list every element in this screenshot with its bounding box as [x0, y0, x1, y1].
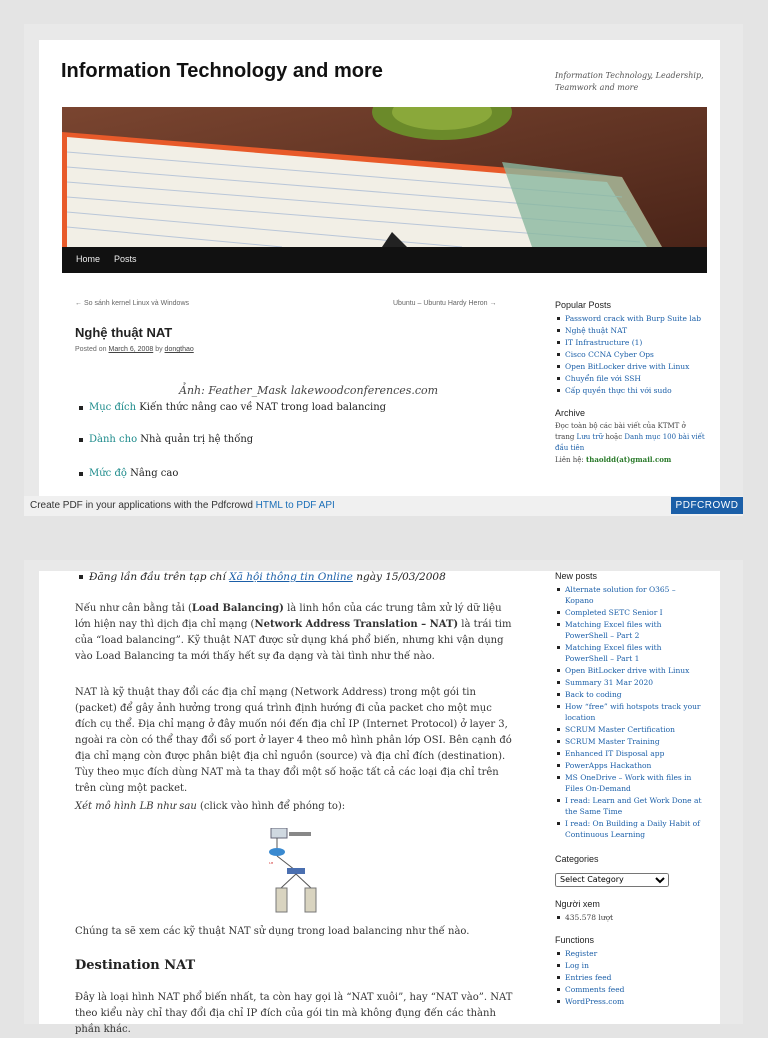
sidebar-top — [555, 300, 705, 466]
destination-nat-heading: Destination NAT — [75, 958, 196, 973]
popular-posts-title: Popular Posts — [555, 300, 612, 310]
pdf-page-2 — [39, 571, 720, 1035]
image-caption: Ảnh: Feather_Mask lakewoodconferences.com — [179, 384, 439, 397]
new-post-item[interactable]: Alternate solution for O365 – Kopano — [555, 584, 705, 606]
meta-value: Kiến thức nâng cao về NAT trong load balancing — [139, 402, 387, 413]
next-post-link[interactable]: Ubuntu – Ubuntu Hardy Heron → — [393, 300, 497, 307]
p1-d: Network Address Translation – NAT) — [254, 619, 459, 630]
viewers-count: 435.578 lượt — [555, 912, 705, 923]
header-image — [62, 107, 707, 247]
meta-label: Mức độ — [89, 468, 127, 479]
archive-title: Archive — [555, 408, 586, 418]
function-wordpress[interactable]: WordPress.com — [555, 996, 705, 1007]
pdf-page-1 — [39, 40, 720, 496]
new-post-item[interactable]: Open BitLocker drive with Linux — [555, 665, 705, 676]
new-post-item[interactable]: Summary 31 Mar 2020 — [555, 677, 705, 688]
new-post-item[interactable]: SCRUM Master Training — [555, 736, 705, 747]
post-meta — [75, 346, 194, 353]
bullet-icon — [79, 406, 83, 410]
function-register[interactable]: Register — [555, 948, 705, 959]
pdfcrowd-bar — [24, 496, 743, 516]
new-post-item[interactable]: Back to coding — [555, 689, 705, 700]
magazine-link[interactable]: Xã hội thông tin Online — [229, 571, 353, 583]
p4-text: Chúng ta sẽ xem các kỹ thuật NAT sử dụng trong load balancing như thế nào. — [75, 926, 470, 937]
paragraph-2 — [75, 685, 515, 797]
prev-post-link[interactable]: ← So sánh kernel Linux và Windows — [75, 300, 189, 307]
p1-c: là linh hồn của các trung tâm xử lý dữ liệu lớn hiện nay thì dịch địa chỉ mạng ( — [75, 603, 502, 630]
contact-prefix: Liên hệ: — [555, 456, 586, 464]
category-select[interactable] — [555, 873, 669, 887]
pdfcrowd-text-main: Create PDF in your applications with the Pdfcrowd — [30, 500, 256, 511]
bullet-icon — [79, 575, 83, 579]
lb-diagram-image[interactable] — [267, 828, 327, 924]
meta-item-level — [79, 468, 178, 479]
new-post-item[interactable]: PowerApps Hackathon — [555, 760, 705, 771]
sidebar-bottom — [555, 571, 705, 1008]
popular-post-item[interactable]: Nghệ thuật NAT — [555, 325, 705, 336]
post-date-link[interactable]: March 6, 2008 — [108, 346, 154, 353]
popular-post-item[interactable]: Cisco CCNA Cyber Ops — [555, 349, 705, 360]
viewers-list — [555, 912, 705, 923]
bullet-icon — [79, 472, 83, 476]
pdfcrowd-text — [30, 500, 335, 511]
new-posts-list — [555, 584, 705, 840]
popular-post-item[interactable]: IT Infrastructure (1) — [555, 337, 705, 348]
category-index-link[interactable]: Danh mục 100 bài viết đầu tiên — [555, 433, 705, 452]
nav-home[interactable]: Home — [76, 254, 101, 264]
new-post-item[interactable]: Completed SETC Senior I — [555, 607, 705, 618]
archive-link[interactable]: Lưu trữ — [576, 433, 604, 441]
paragraph-5 — [75, 990, 515, 1038]
new-post-item[interactable]: I read: On Building a Daily Habit of Continuous Learning — [555, 818, 705, 840]
new-posts-title: New posts — [555, 571, 598, 581]
popular-post-item[interactable]: Password crack with Burp Suite lab — [555, 313, 705, 324]
first-pub-prefix: Đăng lần đầu trên tạp chí — [89, 571, 226, 583]
meta-item-purpose — [79, 402, 386, 413]
paragraph-3 — [75, 799, 515, 815]
main-nav — [62, 247, 707, 273]
first-publication — [79, 571, 446, 583]
new-post-item[interactable]: How “free” wifi hotspots track your location — [555, 701, 705, 723]
p3-italic: Xét mô hình LB như sau — [75, 801, 197, 812]
archive-text-a: Đọc toàn bộ các bài viết của KTMT ở trang — [555, 422, 686, 441]
popular-posts-list — [555, 313, 705, 396]
paragraph-1 — [75, 601, 515, 665]
popular-post-item[interactable]: Cấp quyền thực thi với sudo — [555, 385, 705, 396]
popular-post-item[interactable]: Open BitLocker drive with Linux — [555, 361, 705, 372]
archive-text — [555, 421, 705, 466]
p1-a: Nếu như cân bằng tải ( — [75, 603, 192, 614]
site-title[interactable]: Information Technology and more — [61, 60, 383, 82]
bullet-icon — [79, 438, 83, 442]
contact-email: thaoldd(at)gmail.com — [586, 455, 672, 464]
posted-prefix: Posted on — [75, 346, 107, 353]
new-post-item[interactable]: SCRUM Master Certification — [555, 724, 705, 735]
site-tagline: Information Technology, Leadership, Teamwork and more — [555, 71, 704, 92]
function-login[interactable]: Log in — [555, 960, 705, 971]
functions-list — [555, 948, 705, 1007]
function-entries-feed[interactable]: Entries feed — [555, 972, 705, 983]
p1-b: Load Balancing) — [191, 603, 284, 614]
paragraph-4 — [75, 924, 515, 940]
p3-rest: (click vào hình để phóng to): — [196, 801, 346, 812]
archive-text-b: hoặc — [603, 433, 625, 441]
posted-by: by — [155, 346, 163, 353]
categories-title: Categories — [555, 854, 599, 864]
nav-posts[interactable]: Posts — [114, 254, 137, 264]
meta-value: Nhà quản trị hệ thống — [140, 434, 254, 445]
p1-e: là trái tim của “load balancing”. Kỹ thuật NAT được sử dụng khá phổ biến, nhưng khi vận dụng vào Load Balancing ta mới thấy hết sự đa dạng và tài tình như thế nào. — [75, 619, 512, 662]
new-post-item[interactable]: Matching Excel files with PowerShell – Part 2 — [555, 619, 705, 641]
p2-text: NAT là kỹ thuật thay đổi các địa chỉ mạng (Network Address) trong một gói tin (packet) để gây ảnh hưởng trong quá trình định hướng đi của packet cho một mục đích cụ thể. Địa chỉ mạng ở đây muốn nói đến địa chỉ IP (Internet Protocol) ở layer 3, ngoài ra còn có thể thay đổi số port ở layer 4 theo mô hình phân lớp OSI. Bên cạnh đó địa chỉ mạng còn được phân biệt địa chỉ nguồn (source) và địa chỉ đích (destination). Tùy theo mục đích dùng NAT mà ta thay đổi một số hoặc tất cả các loại địa chỉ trên trên cùng một packet. — [75, 687, 512, 794]
pdfcrowd-button[interactable]: PDFCROWD — [671, 497, 743, 514]
new-post-item[interactable]: Matching Excel files with PowerShell – Part 1 — [555, 642, 705, 664]
new-post-item[interactable]: MS OneDrive – Work with files in Files On-Demand — [555, 772, 705, 794]
pdfcrowd-api-link[interactable]: HTML to PDF API — [255, 500, 335, 511]
function-comments-feed[interactable]: Comments feed — [555, 984, 705, 995]
post-author-link[interactable]: dongthao — [164, 346, 194, 353]
meta-item-audience — [79, 434, 253, 445]
meta-label: Dành cho — [89, 434, 138, 445]
svg-text:LB: LB — [269, 861, 274, 865]
new-post-item[interactable]: I read: Learn and Get Work Done at the Same Time — [555, 795, 705, 817]
meta-label: Mục đích — [89, 402, 137, 413]
functions-title: Functions — [555, 934, 595, 945]
post-title[interactable]: Nghệ thuật NAT — [75, 325, 173, 340]
viewers-title: Người xem — [555, 898, 600, 909]
p5-text: Đây là loại hình NAT phổ biến nhất, ta còn hay gọi là “NAT xuôi”, hay “NAT vào”. NAT theo kiểu này chỉ thay đổi địa chỉ IP đích của gói tin mà không đụng đến các thành phần khác. — [75, 992, 513, 1035]
popular-post-item[interactable]: Chuyển file với SSH — [555, 373, 705, 384]
new-post-item[interactable]: Enhanced IT Disposal app — [555, 748, 705, 759]
meta-value: Nâng cao — [130, 468, 179, 479]
first-pub-suffix: ngày 15/03/2008 — [356, 571, 446, 583]
